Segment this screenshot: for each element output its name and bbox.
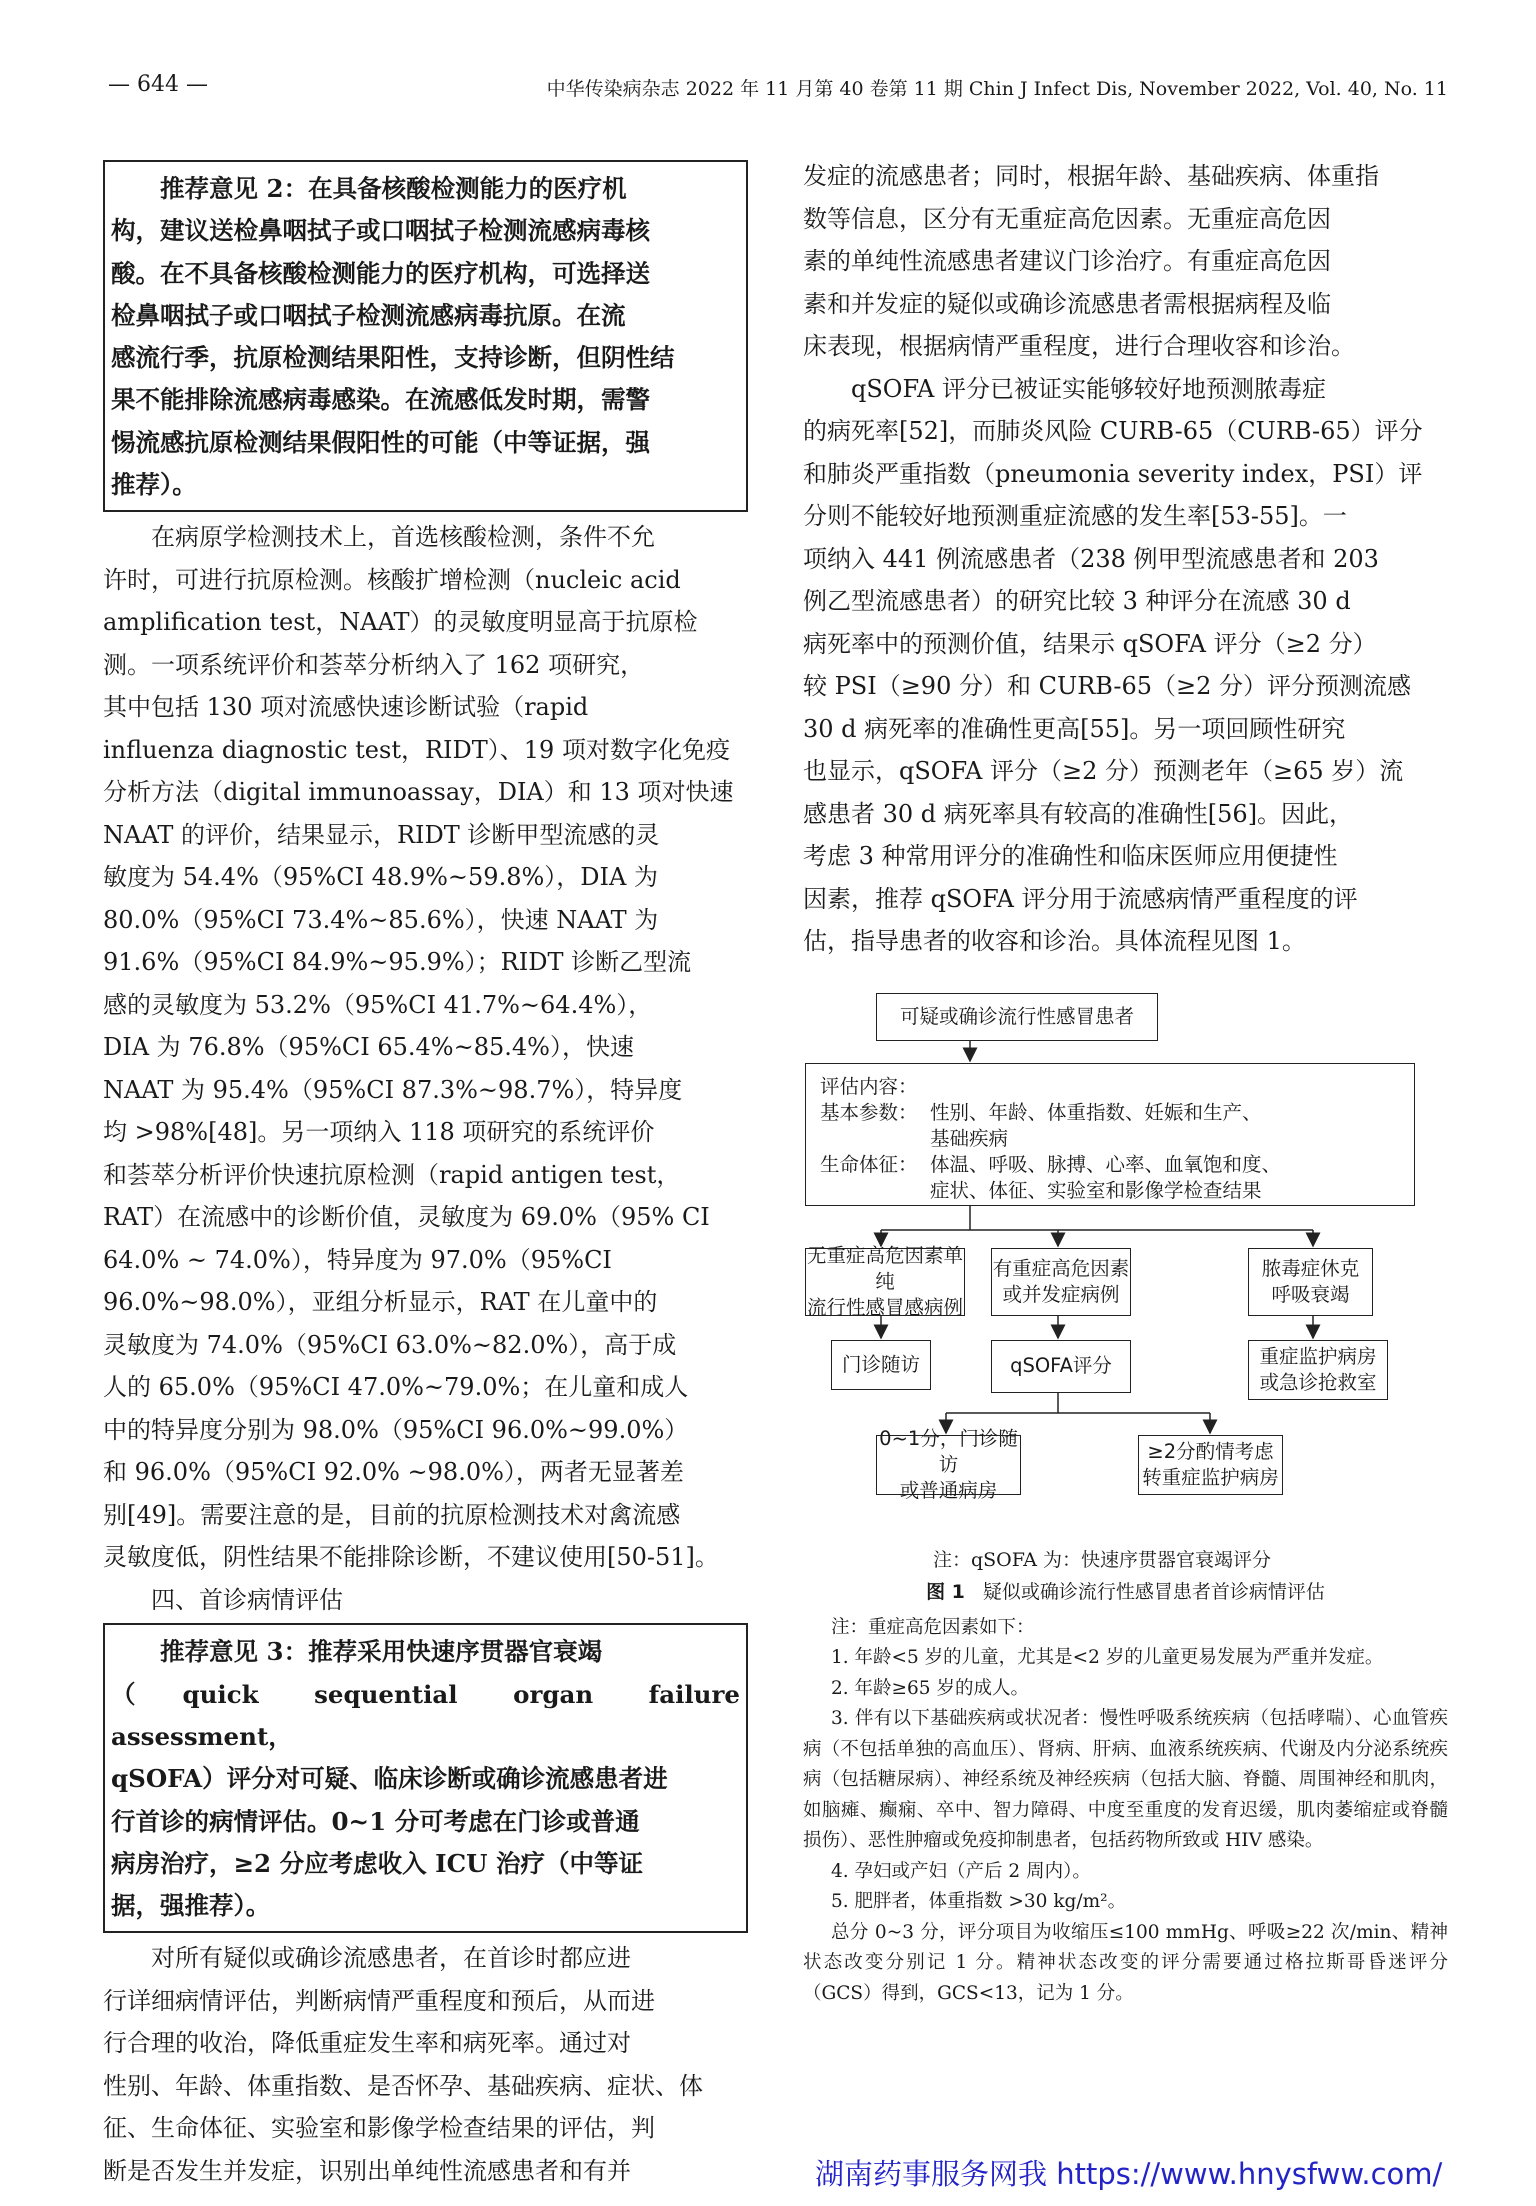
recommendation-3-text: 推荐意见 3：推荐采用快速序贯器官衰竭 （quick sequential organ failure assessment， qSOFA）评分对可疑、临床诊断或确诊流感患者进 行首诊的病情评估。0~1 分可考虑在门诊或普通 病房治疗，≥2 分应考虑收入 ICU 治疗（中等证 据，强推荐）。 <box>111 1637 740 1921</box>
running-header <box>108 72 1448 102</box>
paragraph-initial-assessment: 对所有疑似或确诊流感患者，在首诊时都应进 行详细病情评估，判断病情严重程度和预后，从而进 行合理的收治，降低重症发生率和病死率。通过对 性别、年龄、体重指数、是否怀孕、基础疾病、症状、体 征、生命体征、实验室和影像学检查结果的评估，判 断是否发生并发症，识别出单纯性流感患者和有并 <box>103 1944 703 2185</box>
recommendation-3-box <box>103 1623 748 1933</box>
note-item-4: 4. 孕妇或产妇（产后 2 周内）。 <box>831 1860 1091 1882</box>
right-column <box>803 155 1448 2009</box>
page-number: — 644 — <box>108 72 208 97</box>
section-heading-4: 四、首诊病情评估 <box>151 1585 343 1614</box>
journal-citation: 中华传染病杂志 2022 年 11 月第 40 卷第 11 期 Chin J Infect Dis, November 2022, Vol. 40, No. 11 <box>546 78 1448 100</box>
note-scoring: 总分 0~3 分，评分项目为收缩压≤100 mmHg、呼吸≥22 次/min、精神状态改变分别记 1 分。精神状态改变的评分需要通过格拉斯哥昏迷评分（GCS）得到，GCS<13，记为 1 分。 <box>803 1921 1448 2004</box>
recommendation-2-box <box>103 160 748 512</box>
flow-box-evaluation: 评估内容： 基本参数： 性别、年龄、体重指数、妊娠和生产、 基础疾病 生命体征： 体温、呼吸、脉搏、心率、血氧饱和度、 症状、体征、实验室和影像学检查结果 <box>805 1063 1415 1206</box>
left-column <box>103 160 748 2192</box>
flowchart-figure-1 <box>803 983 1448 1548</box>
watermark-link[interactable]: 湖南药事服务网我 https://www.hnysfww.com/ <box>815 2157 1443 2191</box>
paragraph-pathogen-testing: 在病原学检测技术上，首选核酸检测，条件不允 许时，可进行抗原检测。核酸扩增检测（nucleic acid amplification test，NAAT）的灵敏度明显高于抗原检 测。一项系统评价和荟萃分析纳入了 162 项研究， 其中包括 130 项对流感快速诊断试验（rapid influenza diagnostic test，RIDT）、19 项对数字化免疫 分析方法（digital immunoassay，DIA）和 13 项对快速 NAAT 的评价，结果显示，RIDT 诊断甲型流感的灵 敏度为 54.4%（95%CI 48.9%~59.8%），DIA 为 80.0%（95%CI 73.4%~85.6%），快速 NAAT 为 91.6%（95%CI 84.9%~95.9%）；RIDT 诊断乙型流 感的灵敏度为 53.2%（95%CI 41.7%~64.4%）， DIA 为 76.8%（95%CI 65.4%~85.4%），快速 NAAT 为 95.4%（95%CI 87.3%~98.7%），特异度 均 >98%[48]。另一项纳入 118 项研究的系统评价 和荟萃分析评价快速抗原检测（rapid antigen test， RAT）在流感中的诊断价值，灵敏度为 69.0%（95% CI 64.0% ~ 74.0%），特异度为 97.0%（95%CI 96.0%~98.0%），亚组分析显示，RAT 在儿童中的 灵敏度为 74.0%（95%CI 63.0%~82.0%），高于成 人的 65.0%（95%CI 47.0%~79.0%；在儿童和成人 中的特异度分别为 98.0%（95%CI 96.0%~99.0%） 和 96.0%（95%CI 92.0% ~98.0%），两者无显著差 别[49]。需要注意的是，目前的抗原检测技术对禽流感 灵敏度低，阴性结果不能排除诊断，不建议使用[50-51]。 <box>103 523 734 1572</box>
recommendation-2-text: 推荐意见 2：在具备核酸检测能力的医疗机 构，建议送检鼻咽拭子或口咽拭子检测流感病毒核 酸。在不具备核酸检测能力的医疗机构，可选择送 检鼻咽拭子或口咽拭子检测流感病毒抗原。在流 感流行季，抗原检测结果阳性，支持诊断，但阴性结 果不能排除流感病毒感染。在流感低发时期，需警 惕流感抗原检测结果假阳性的可能（中等证据，强 推荐）。 <box>111 174 675 500</box>
figure-title: 疑似或确诊流行性感冒患者首诊病情评估 <box>982 1580 1325 1603</box>
flow-box-qsofa: qSOFA评分 <box>991 1340 1131 1393</box>
note-heading: 注：重症高危因素如下： <box>831 1616 1035 1638</box>
paragraph-continued: 发症的流感患者；同时，根据年龄、基础疾病、体重指 数等信息，区分有无重症高危因素。无重症高危因 素的单纯性流感患者建议门诊治疗。有重症高危因 素和并发症的疑似或确诊流感患者需根据病程及临 床表现，根据病情严重程度，进行合理收容和诊治。 <box>803 162 1379 360</box>
flow-box-suspected-patient: 可疑或确诊流行性感冒患者 <box>876 993 1158 1041</box>
flow-box-score-0-1: 0~1分，门诊随访 或普通病房 <box>876 1435 1021 1495</box>
note-item-5: 5. 肥胖者，体重指数 >30 kg/m²。 <box>831 1891 1127 1912</box>
figure-caption <box>803 1577 1448 1607</box>
flow-box-score-2: ≥2分酌情考虑 转重症监护病房 <box>1138 1435 1283 1495</box>
flow-box-no-risk: 无重症高危因素单纯 流行性感冒感病例 <box>806 1243 963 1319</box>
flow-box-outpatient: 门诊随访 <box>831 1340 931 1390</box>
figure-label: 图 1 <box>926 1580 965 1603</box>
flow-box-icu: 重症监护病房 或急诊抢救室 <box>1248 1340 1388 1400</box>
flow-box-sepsis: 脓毒症休克 呼吸衰竭 <box>1248 1248 1373 1316</box>
flow-box-high-risk: 有重症高危因素 或并发症病例 <box>991 1248 1131 1316</box>
paragraph-qsofa: qSOFA 评分已被证实能够较好地预测脓毒症 的病死率[52]，而肺炎风险 CURB-65（CURB-65）评分 和肺炎严重指数（pneumonia severity index，PSI）评 分则不能较好地预测重症流感的发生率[53-55]。一 项纳入 441 例流感患者（238 例甲型流感患者和 203 例乙型流感患者）的研究比较 3 种评分在流感 30 d 病死率中的预测价值，结果示 qSOFA 评分（≥2 分） 较 PSI（≥90 分）和 CURB-65（≥2 分）评分预测流感 30 d 病死率的准确性更高[55]。另一项回顾性研究 也显示，qSOFA 评分（≥2 分）预测老年（≥65 岁）流 感患者 30 d 病死率具有较高的准确性[56]。因此， 考虑 3 种常用评分的准确性和临床医师应用便捷性 因素，推荐 qSOFA 评分用于流感病情严重程度的评 估，指导患者的收容和诊治。具体流程见图 1。 <box>803 374 1423 955</box>
note-item-1: 1. 年龄<5 岁的儿童，尤其是<2 岁的儿童更易发展为严重并发症。 <box>831 1647 1384 1668</box>
figure-abbreviation-note: 注：qSOFA 为：快速序贯器官衰竭评分 <box>933 1548 1272 1571</box>
note-item-3: 3. 伴有以下基础疾病或状况者：慢性呼吸系统疾病（包括哮喘）、心血管疾病（不包括单独的高血压）、肾病、肝病、血液系统疾病、代谢及内分泌系统疾病（包括糖尿病）、神经系统及神经疾病（包括大脑、脊髓、周围神经和肌肉，如脑瘫、癫痫、卒中、智力障碍、中度至重度的发育迟缓，肌肉萎缩症或脊髓损伤）、恶性肿瘤或免疫抑制患者，包括药物所致或 HIV 感染。 <box>803 1708 1448 1851</box>
figure-notes <box>803 1613 1448 2010</box>
note-item-2: 2. 年龄≥65 岁的成人。 <box>831 1677 1029 1699</box>
